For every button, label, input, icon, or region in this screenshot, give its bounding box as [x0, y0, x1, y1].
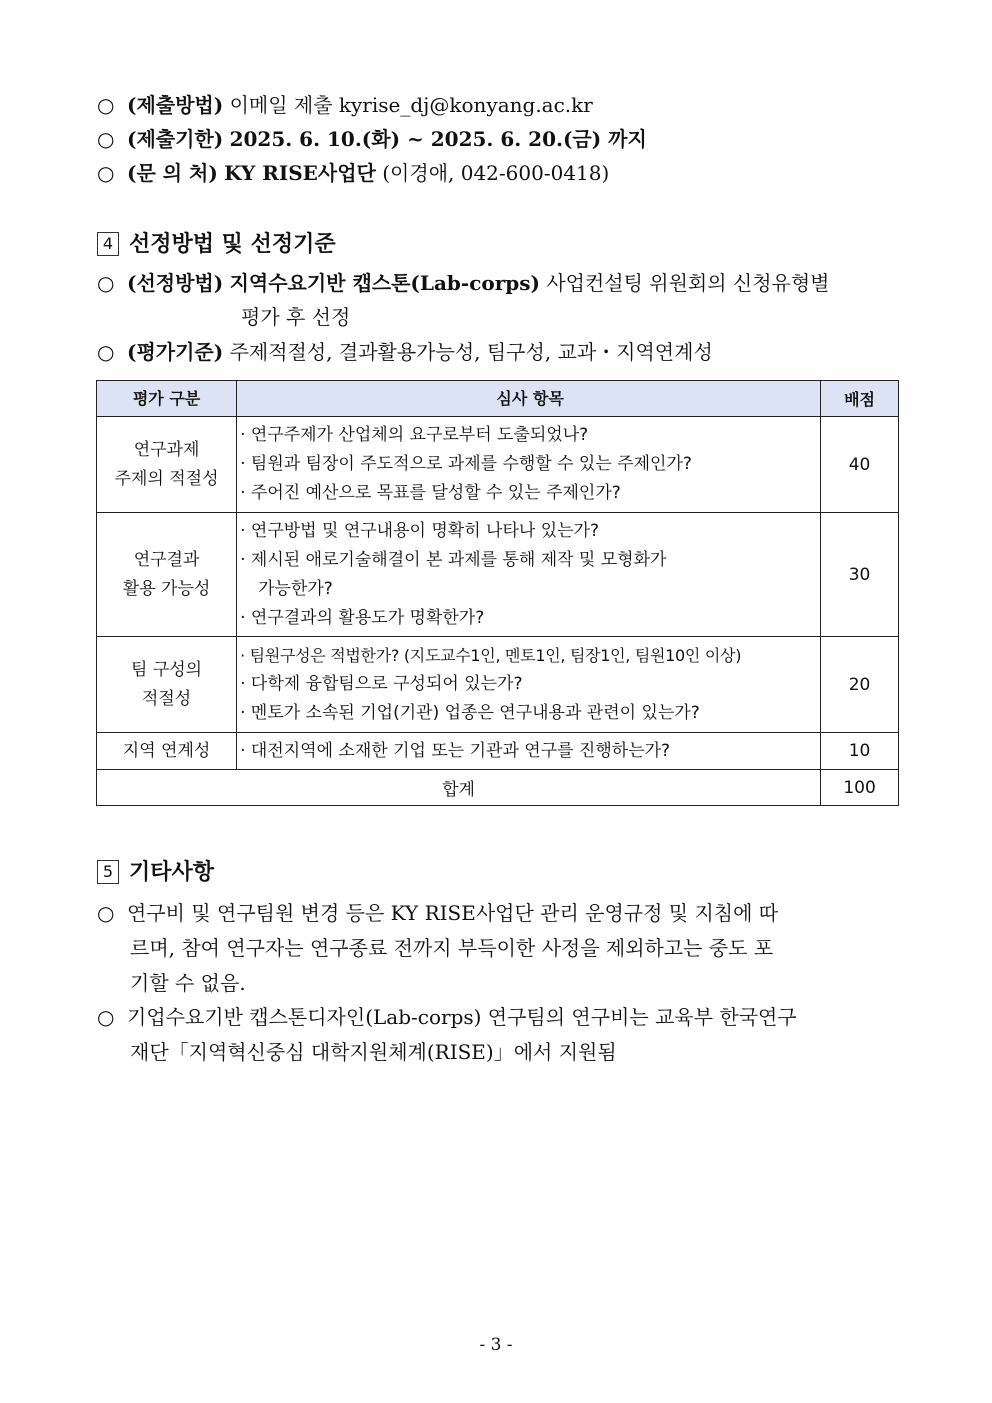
table-header-row [97, 381, 899, 417]
row-score: 40 [821, 417, 899, 513]
deadline-value: 2025. 6. 10.(화) ~ 2025. 6. 20.(금) 까지 [229, 127, 647, 151]
category-line: 연구과제 [133, 439, 200, 460]
deadline-label: (제출기한) [127, 127, 224, 151]
table-row [97, 637, 899, 733]
bullet-icon: ○ [97, 271, 115, 295]
row-items [237, 637, 821, 733]
section4-title: 선정방법 및 선정기준 [129, 232, 336, 257]
criterion-item: · 멘토가 소속된 기업(기관) 업종은 연구내용과 관련이 있는가? [240, 703, 700, 723]
criterion-item: · 연구결과의 활용도가 명확한가? [240, 607, 485, 628]
selection-method-label: (선정방법) [127, 271, 224, 295]
row-items [237, 513, 821, 637]
contact-line [97, 159, 609, 187]
section5-number: 5 [97, 860, 119, 884]
table-row [97, 733, 899, 770]
bullet-icon: ○ [97, 161, 115, 185]
table-row [97, 417, 899, 513]
category-line: 연구결과 [133, 549, 200, 570]
row-category [97, 513, 237, 637]
note2-line1: 기업수요기반 캡스톤디자인(Lab-corps) 연구팀의 연구비는 교육부 한국연구 [127, 1005, 797, 1029]
bullet-icon: ○ [97, 127, 115, 151]
bullet-icon: ○ [97, 93, 115, 117]
criteria-label: (평가기준) [127, 340, 224, 364]
submission-method-line [97, 91, 593, 119]
criterion-item: · 다학제 융합팀으로 구성되어 있는가? [240, 674, 523, 694]
section5-heading [97, 858, 214, 887]
row-items [237, 733, 821, 770]
table-row [97, 513, 899, 637]
note-paragraph-2 [97, 1000, 899, 1070]
total-score: 100 [821, 770, 899, 806]
criterion-item: · 팀원구성은 적법한가? (지도교수1인, 멘토1인, 팀장1인, 팀원10인 이상) [240, 646, 742, 665]
row-category [97, 637, 237, 733]
method-label: (제출방법) [127, 93, 224, 117]
criterion-item: · 팀원과 팀장이 주도적으로 과제를 수행할 수 있는 주제인가? [240, 454, 692, 474]
selection-method-line2: 평가 후 선정 [241, 305, 351, 329]
category-line: 팀 구성의 [131, 659, 203, 680]
row-score: 10 [821, 733, 899, 770]
category-line: 주제의 적절성 [114, 468, 219, 489]
method-value: 이메일 제출 kyrise_dj@konyang.ac.kr [229, 93, 593, 117]
contact-label: (문 의 처) [127, 161, 218, 185]
note1-line3: 기할 수 없음. [130, 971, 246, 995]
submission-deadline-line [97, 125, 647, 153]
category-line: 활용 가능성 [122, 578, 211, 599]
note-paragraph-1 [97, 896, 899, 1001]
category-line: 적절성 [141, 688, 192, 709]
criterion-item: · 제시된 애로기술해결이 본 과제를 통해 제작 및 모형화가 [240, 549, 667, 570]
note1-line1: 연구비 및 연구팀원 변경 등은 KY RISE사업단 관리 운영규정 및 지침에 따 [127, 901, 779, 925]
note1-line2: 르며, 참여 연구자는 연구종료 전까지 부득이한 사정을 제외하고는 중도 포 [130, 936, 774, 960]
selection-method-line [97, 269, 830, 297]
contact-value: (이경애, 042-600-0418) [382, 161, 610, 185]
contact-org: KY RISE사업단 [224, 161, 376, 185]
criteria-line [97, 338, 713, 366]
section4-heading [97, 230, 336, 259]
row-items [237, 417, 821, 513]
bullet-icon: ○ [97, 1005, 115, 1029]
criteria-value: 주제적절성, 결과활용가능성, 팀구성, 교과・지역연계성 [229, 340, 713, 364]
selection-method-bold: 지역수요기반 캡스톤(Lab-corps) [229, 271, 540, 295]
criterion-item: · 주어진 예산으로 목표를 달성할 수 있는 주제인가? [240, 483, 621, 503]
header-items: 심사 항목 [237, 381, 821, 417]
criterion-item-continued: 가능한가? [258, 578, 333, 599]
total-label: 합계 [97, 770, 821, 806]
criterion-item: · 연구주제가 산업체의 요구로부터 도출되었나? [240, 425, 589, 445]
bullet-icon: ○ [97, 901, 115, 925]
header-category: 평가 구분 [97, 381, 237, 417]
row-category [97, 417, 237, 513]
row-score: 30 [821, 513, 899, 637]
section5-title: 기타사항 [129, 860, 215, 885]
bullet-icon: ○ [97, 340, 115, 364]
section4-number: 4 [97, 232, 119, 256]
note2-line2: 재단「지역혁신중심 대학지원체계(RISE)」에서 지원됨 [130, 1040, 617, 1064]
header-score: 배점 [821, 381, 899, 417]
row-category: 지역 연계성 [97, 733, 237, 770]
evaluation-table [96, 380, 899, 806]
criterion-item: · 연구방법 및 연구내용이 명확히 나타나 있는가? [240, 520, 599, 541]
row-score: 20 [821, 637, 899, 733]
criterion-item: · 대전지역에 소재한 기업 또는 기관과 연구를 진행하는가? [240, 740, 671, 761]
table-total-row [97, 770, 899, 806]
selection-method-rest: 사업컨설팅 위원회의 신청유형별 [546, 271, 830, 295]
page-number: - 3 - [479, 1335, 513, 1355]
